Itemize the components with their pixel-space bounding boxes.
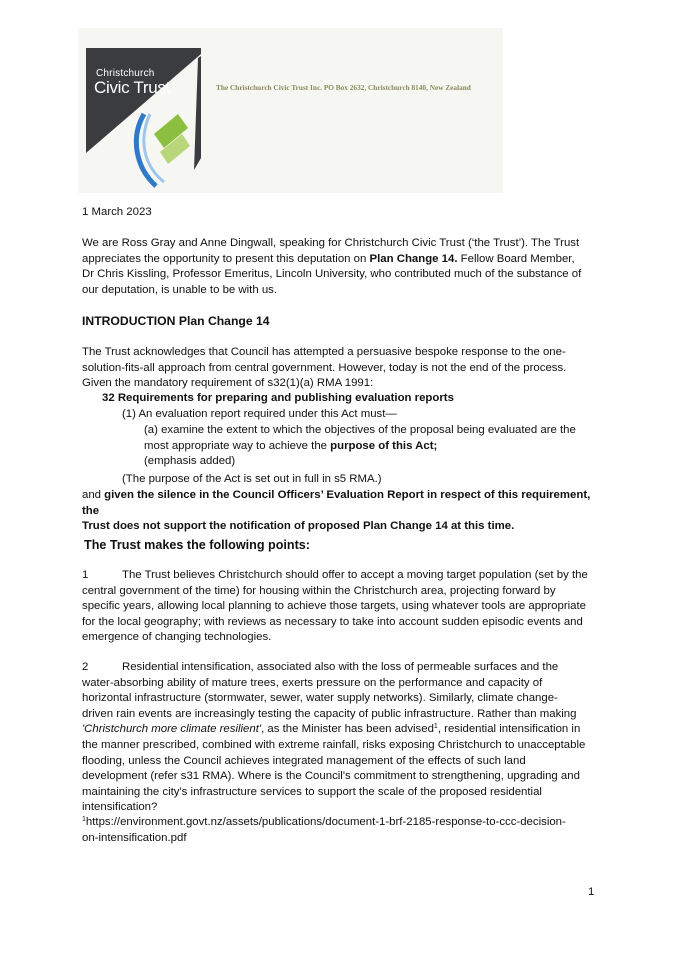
intro-line: We are Ross Gray and Anne Dingwall, speaking for Christchurch Civic Trust (‘the Trust’). The Trust bbox=[82, 237, 580, 249]
footnote-marker: 1 bbox=[82, 816, 86, 823]
letter-date: 1 March 2023 bbox=[82, 206, 152, 218]
footnote-reference: 1 bbox=[433, 723, 438, 731]
intro-paragraph bbox=[82, 236, 597, 298]
point-1: 1 The Trust believes Christchurch should offer to accept a moving target population (set by the central government of the time) for housing within the Christchurch area, projecting forward by specific years, allowing local planning to achieve those targets, using whatever tools are appropriate for the local geography; with reviews as necessary to take into account sudden episodic events and emergence of changing technologies. bbox=[82, 569, 588, 644]
logo-wordmark-line2: Civic Trust bbox=[94, 78, 171, 97]
section-intro-body bbox=[82, 345, 597, 392]
body-line: The Trust acknowledges that Council has attempted a persuasive bespoke response to the one- bbox=[82, 346, 566, 358]
page-number: 1 bbox=[588, 886, 595, 898]
purpose-note: (The purpose of the Act is set out in full in s5 RMA.) bbox=[122, 473, 382, 485]
emphasis-note: (emphasis added) bbox=[144, 455, 236, 468]
intro-line: our deputation, is unable to be with us. bbox=[82, 283, 278, 296]
footnote-url: https://environment.govt.nz/assets/publications/document-1-brf-2185-response-to-ccc-decision- bbox=[85, 816, 566, 828]
heading-points: The Trust makes the following points: bbox=[84, 538, 311, 552]
quote-heading: 32 Requirements for preparing and publishing evaluation reports bbox=[102, 392, 454, 404]
conclusion-statement: and given the silence in the Council Officers’ Evaluation Report in respect of this requirement, the Trust does not support the notification of proposed Plan Change 14 at this time. bbox=[82, 489, 591, 533]
quote-subsection-1: (1) An evaluation report required under this Act must— bbox=[122, 408, 397, 420]
footnote: $^1$https://environment.govt.nz/assets/publications/document-1-brf-2185-response-to-ccc-decision- on-intensification.pdf bbox=[82, 816, 566, 844]
body-line: solution-fits-all approach from central government. However, today is not the end of the process. bbox=[82, 361, 567, 374]
intro-line: Dr Chris Kissling, Professor Emeritus, Lincoln University, who contributed much of the substance of bbox=[82, 268, 582, 281]
point-number: 1 bbox=[82, 569, 89, 581]
point-2: 2 Residential intensification, associated also with the loss of permeable surfaces and the water-absorbing ability of mature trees, exerts pressure on the performance and capacity of horizontal infrastructure (stormwater, sewer, water supply networks). Similarly, climate change- driven rain events are increasingly testing the capacity of public infrastructure. Rather than making 'Christchurch more climate resilient', as the Minister has been advised$^1$, residential intensification in the manner prescribed, combined with extreme rainfall, risks exposing Christchurch to unacceptable flooding, unless the Council achieves integrated management of the effects of such land development (refer s31 RMA). Where is the Council's commitment to strengthening, upgrading and maintaining the city's infrastructure services to support the scale of the proposed residential intensification? bbox=[82, 661, 586, 814]
quote-paragraph-a: (a) examine the extent to which the objectives of the proposal being evaluated are the most appropriate way to achieve the purpose of this Act; (emphasis added) bbox=[144, 423, 596, 470]
point-number: 2 bbox=[82, 661, 89, 673]
heading-introduction: INTRODUCTION Plan Change 14 bbox=[82, 314, 270, 328]
intro-line: appreciates the opportunity to present this deputation on Plan Change 14. Fellow Board Member, bbox=[82, 252, 575, 265]
logo-wordmark-line1: Christchurch bbox=[96, 68, 155, 79]
letterhead-address: The Christchurch Civic Trust Inc. PO Box 2632, Christchurch 8140, New Zealand bbox=[216, 83, 471, 92]
body-line: Given the mandatory requirement of s32(1)(a) RMA 1991: bbox=[82, 377, 374, 390]
